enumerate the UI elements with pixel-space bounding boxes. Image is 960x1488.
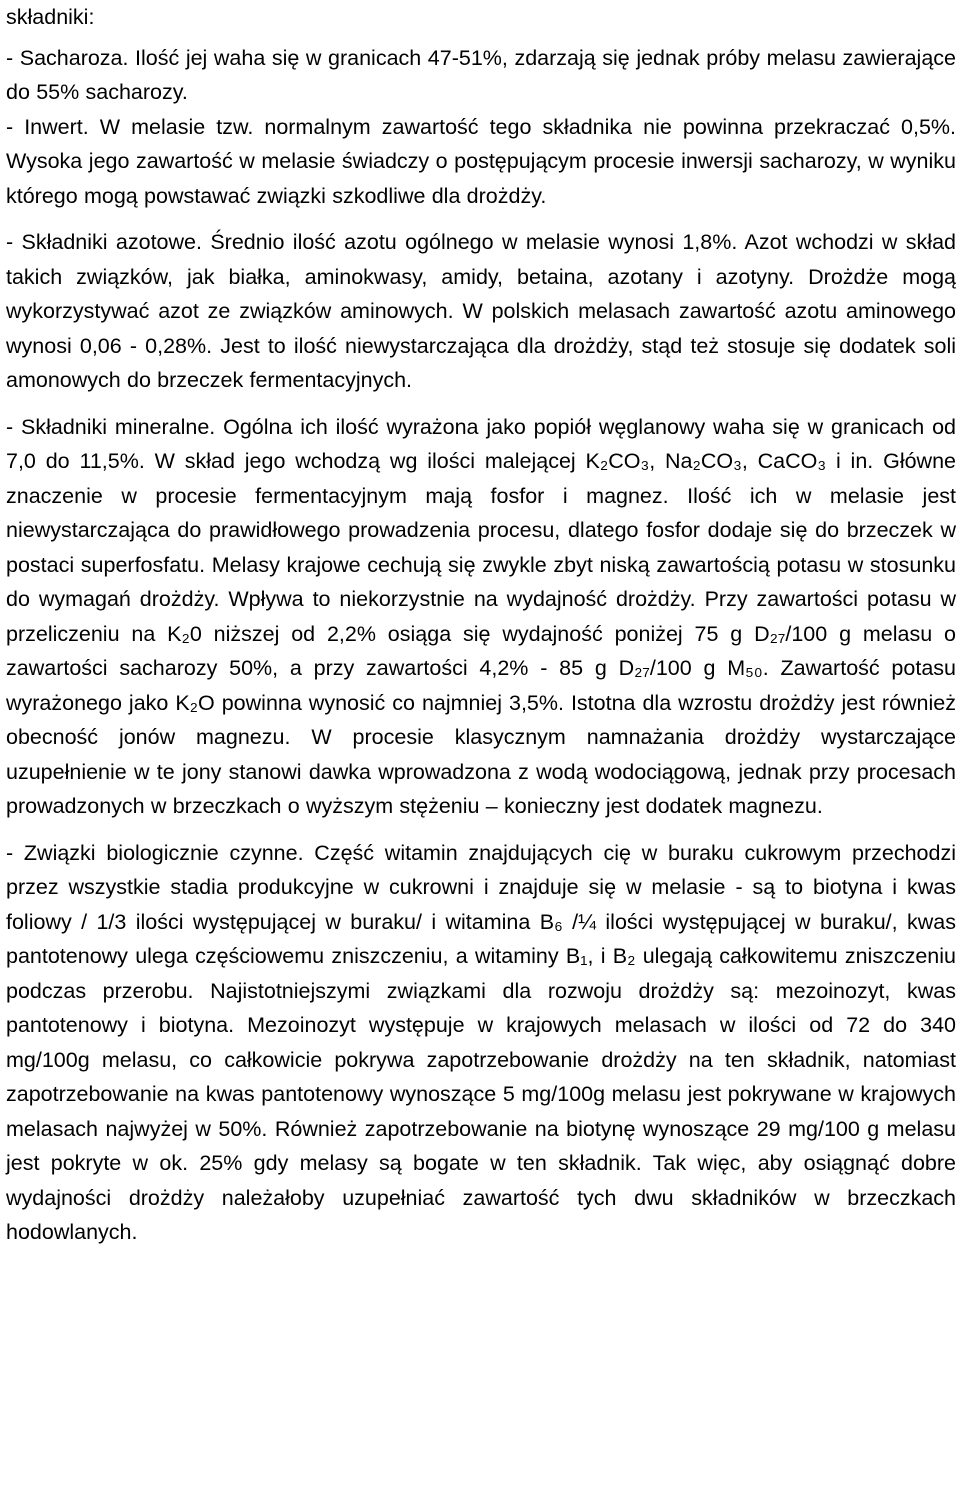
paragraph-sacharoza: - Sacharoza. Ilość jej waha się w granicach 47-51%, zdarzają się jednak próby melasu zawierające do 55% sacharozy. — [6, 45, 956, 104]
document-page — [6, 0, 956, 1250]
paragraph-zwiazki-biologicznie-czynne: - Związki biologicznie czynne. Część witamin znajdujących cię w buraku cukrowym przechodzi przez wszystkie stadia produkcyjne w cukrowni i znajduje się w melasie - są to biotyna i kwas foliowy / 1/3 ilości występującej w buraku/ i witamina B₆ /¼ ilości występującej w buraku/, kwas pantotenowy ulega częściowemu zniszczeniu, a witaminy B₁, i B₂ ulegają całkowitemu zniszczeniu podczas przerobu. Najistotniejszymi związkami dla rozwoju drożdży są: mezoinozyt, kwas pantotenowy i biotyna. Mezoinozyt występuje w krajowych melasach w ilości od 72 do 340 mg/100g melasu, co całkowicie pokrywa zapotrzebowanie drożdży na ten składnik, natomiast zapotrzebowanie na kwas pantotenowy wynoszące 5 mg/100g melasu jest pokrywane w krajowych melasach najwyżej w 50%. Również zapotrzebowanie na biotynę wynoszące 29 mg/100 g melasu jest pokryte w ok. 25% gdy melasy są bogate w ten składnik. Tak więc, aby osiągnąć dobre wydajności drożdży należałoby uzupełniać zawartość tych dwu składników w brzeczkach hodowlanych. — [6, 840, 956, 1244]
paragraph-inwert: - Inwert. W melasie tzw. normalnym zawartość tego składnika nie powinna przekraczać 0,5%. Wysoka jego zawartość w melasie świadczy o postępującym procesie inwersji sacharozy, w wyniku którego mogą powstawać związki szkodliwe dla drożdży. — [6, 114, 956, 208]
paragraph-skladniki-mineralne: - Składniki mineralne. Ogólna ich ilość wyrażona jako popiół węglanowy waha się w granicach od 7,0 do 11,5%. W skład jego wchodzą wg ilości malejącej K₂CO₃, Na₂CO₃, CaCO₃ i in. Główne znaczenie w procesie fermentacyjnym mają fosfor i magnez. Ilość ich w melasie jest niewystarczająca do prawidłowego prowadzenia procesu, dlatego fosfor dodaje się do brzeczek w postaci superfosfatu. Melasy krajowe cechują się zwykle zbyt niską zawartością potasu w stosunku do wymagań drożdży. Wpływa to niekorzystnie na wydajność drożdży. Przy zawartości potasu w przeliczeniu na K₂0 niższej od 2,2% osiąga się wydajność poniżej 75 g D₂₇/100 g melasu o zawartości sacharozy 50%, a przy zawartości 4,2% - 85 g D₂₇/100 g M₅₀. Zawartość potasu wyrażonego jako K₂O powinna wynosić co najmniej 3,5%. Istotna dla wzrostu drożdży jest również obecność jonów magnezu. W procesie klasycznym namnażania drożdży wystarczające uzupełnienie w te jony stanowi dawka wprowadzona z wodą wodociągową, jednak przy procesach prowadzonych w brzeczkach o wyższym stężeniu – konieczny jest dodatek magnezu. — [6, 414, 956, 818]
section-heading: składniki: — [6, 5, 95, 29]
paragraph-skladniki-azotowe: - Składniki azotowe. Średnio ilość azotu ogólnego w melasie wynosi 1,8%. Azot wchodzi w skład takich związków, jak białka, aminokwasy, amidy, betaina, azotany i azotyny. Drożdże mogą wykorzystywać azot ze związków aminowych. W polskich melasach zawartość azotu aminowego wynosi 0,06 - 0,28%. Jest to ilość niewystarczająca dla drożdży, stąd też stosuje się dodatek soli amonowych do brzeczek fermentacyjnych. — [6, 230, 956, 392]
